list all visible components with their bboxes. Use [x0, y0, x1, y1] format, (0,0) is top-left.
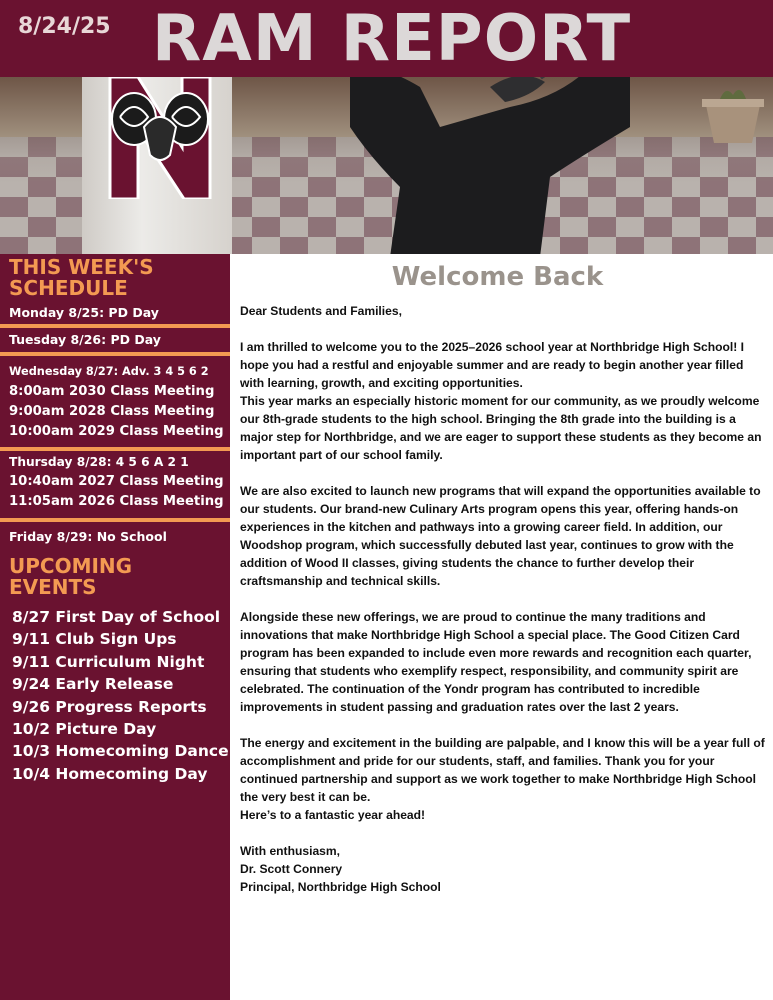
schedule-heading-line1: THIS WEEK'S	[9, 255, 154, 279]
closing: With enthusiasm,	[240, 844, 341, 858]
schedule-divider	[0, 518, 230, 522]
schedule-thursday: Thursday 8/28: 4 5 6 A 2 1	[9, 455, 189, 469]
events-heading-line2: EVENTS	[9, 575, 97, 599]
hero-photo	[0, 77, 773, 254]
event-item: 10/2 Picture Day	[12, 720, 157, 739]
schedule-monday: Monday 8/25: PD Day	[9, 305, 159, 320]
letter-paragraph: We are also excited to launch new programs that will expand the opportunities available to our students. Our brand-new Culinary Arts program opens this year, offering hands-on experiences in the kitchen and pathways into a growing career field. In addition, our Woodshop program, which successfully debuted last year, continues to grow with the addition of Wood II classes, giving students the chance to further develop their craftsmanship and technical skills.	[240, 484, 761, 588]
schedule-wednesday: Wednesday 8/27: Adv. 3 4 5 6 2	[9, 365, 209, 378]
letter-section	[230, 254, 773, 1000]
letter-paragraph: Alongside these new offerings, we are proud to continue the many traditions and innovations that make Northbridge High School a special place. The Good Citizen Card program has been expanded to include even more rewards and recognition each quarter, ensuring that students who exemplify respect, responsibility, and community spirit are celebrated. The continuation of the Yondr program has contributed to incredible improvements in student passing and graduation rates over the last 2 years.	[240, 610, 752, 714]
schedule-tuesday: Tuesday 8/26: PD Day	[9, 332, 161, 347]
signer-name: Dr. Scott Connery	[240, 862, 343, 876]
schedule-thursday-item: 11:05am 2026 Class Meeting	[9, 494, 224, 509]
schedule-wednesday-item: 8:00am 2030 Class Meeting	[9, 384, 215, 399]
sidebar	[0, 254, 230, 1000]
letter-paragraph: The energy and excitement in the building are palpable, and I know this will be a year full of accomplishment and pride for our students, staff, and families. Thank you for your continued partnership and support as we work together to make Northbridge High School the very best it can be.	[240, 736, 765, 804]
schedule-wednesday-item: 10:00am 2029 Class Meeting	[9, 424, 224, 439]
event-item: 9/26 Progress Reports	[12, 697, 207, 716]
ram-statue-icon	[330, 77, 630, 254]
welcome-heading: Welcome Back	[391, 262, 604, 292]
event-item: 8/27 First Day of School	[12, 608, 221, 626]
letter-paragraph: This year marks an especially historic moment for our community, as we proudly welcome our 8th-grade students to the high school. Bringing the 8th grade into the building is a major step for Northbridge, and we are eager to support these students as they become an important part of our school family.	[240, 394, 762, 462]
schedule-thursday-item: 10:40am 2027 Class Meeting	[9, 474, 224, 489]
letter-paragraph: Here’s to a fantastic year ahead!	[240, 808, 426, 822]
issue-date: 8/24/25	[18, 14, 111, 39]
event-item: 10/4 Homecoming Day	[12, 764, 208, 783]
event-item: 9/11 Club Sign Ups	[12, 630, 177, 649]
letter-body	[240, 302, 768, 896]
signer-title: Principal, Northbridge High School	[240, 880, 441, 894]
schedule-divider	[0, 447, 230, 451]
salutation: Dear Students and Families,	[240, 304, 402, 318]
schedule-divider	[0, 352, 230, 356]
header-banner	[0, 0, 773, 77]
schedule-divider	[0, 324, 230, 328]
schedule-wednesday-item: 9:00am 2028 Class Meeting	[9, 404, 215, 419]
event-item: 9/24 Early Release	[12, 675, 174, 694]
schedule-heading-line2: SCHEDULE	[9, 276, 128, 300]
letter-paragraph: I am thrilled to welcome you to the 2025–2026 school year at Northbridge High School! I hope you had a restful and enjoyable summer and are ready to begin another year filled with learning, growth, and exciting opportunities.	[240, 340, 745, 390]
schedule-friday: Friday 8/29: No School	[9, 529, 167, 544]
events-list	[12, 606, 229, 785]
event-item: 10/3 Homecoming Dance	[12, 742, 229, 761]
event-item: 9/11 Curriculum Night	[12, 652, 205, 671]
planter-icon	[700, 85, 766, 143]
newsletter-title: RAM REPORT	[152, 2, 632, 76]
events-heading-line1: UPCOMING	[9, 554, 133, 578]
n-ram-logo-icon	[104, 77, 216, 199]
